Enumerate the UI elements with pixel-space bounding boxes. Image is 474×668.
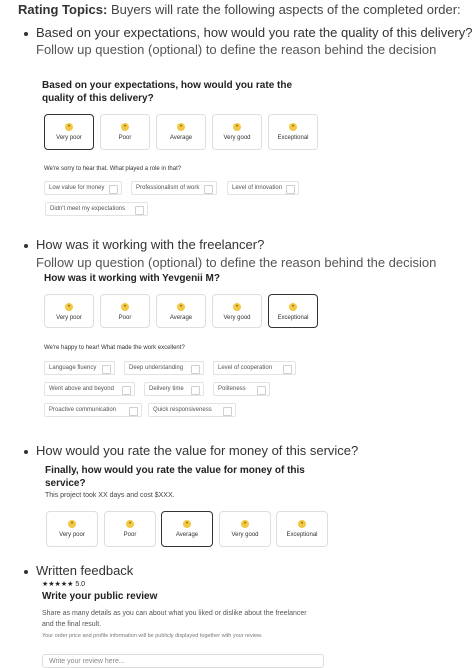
checkbox-icon	[191, 386, 200, 395]
option-label: Poor	[118, 315, 132, 321]
chip-low-value[interactable]	[44, 181, 122, 195]
chip-label: Went above and beyond	[49, 386, 114, 392]
value-subtext: This project took XX days and cost $XXX.	[45, 492, 175, 499]
checkbox-icon	[191, 365, 200, 374]
chip-delivery-time[interactable]	[144, 382, 204, 396]
option-label: Poor	[118, 135, 132, 141]
checkbox-icon	[286, 185, 295, 194]
option-label: Average	[169, 315, 193, 321]
option-label: Exceptional	[277, 135, 309, 141]
quality-option-poor[interactable]	[100, 114, 150, 150]
sad-face-icon: •	[68, 520, 76, 528]
checkbox-icon	[257, 386, 266, 395]
option-label: Very good	[231, 532, 259, 538]
chip-language-fluency[interactable]	[44, 361, 115, 375]
bullet-dot	[24, 450, 28, 454]
option-label: Very good	[223, 315, 251, 321]
value-question-line1: Finally, how would you rate the value for money of this	[45, 465, 305, 476]
option-label: Average	[169, 135, 193, 141]
chip-label: Didn't meet my expectations	[50, 206, 126, 212]
chip-deep-understanding[interactable]	[124, 361, 204, 375]
chip-label: Deep understanding	[129, 365, 184, 371]
smile-face-icon: •	[233, 303, 241, 311]
bullet-quality-text: Based on your expectations, how would you rate the quality of this delivery?	[36, 25, 473, 40]
working-option-poor[interactable]	[100, 294, 150, 328]
quality-option-very-poor[interactable]	[44, 114, 94, 150]
option-label: Very good	[223, 135, 251, 141]
bullet-written-feedback	[24, 563, 133, 578]
value-option-average[interactable]	[161, 511, 213, 547]
working-option-very-good[interactable]	[212, 294, 262, 328]
option-label: Very poor	[56, 135, 82, 141]
unhappy-face-icon: •	[121, 303, 129, 311]
rating-topics-intro	[18, 2, 461, 17]
chip-label: Low value for money	[49, 185, 105, 191]
working-option-exceptional[interactable]	[268, 294, 318, 328]
option-label: Poor	[123, 532, 137, 538]
bullet-dot	[24, 244, 28, 248]
option-label: Average	[175, 532, 199, 538]
bullet-working-text: How was it working with the freelancer?	[36, 237, 265, 252]
star-eyes-face-icon: •	[289, 123, 297, 131]
chip-label: Politeness	[218, 386, 246, 392]
checkbox-icon	[204, 185, 213, 194]
working-question-title: How was it working with Yevgenii M?	[44, 273, 220, 284]
chip-didnt-meet[interactable]	[45, 202, 148, 216]
unhappy-face-icon: •	[121, 123, 129, 131]
chip-label: Delivery time	[149, 386, 184, 392]
value-question-line2: service?	[45, 478, 86, 489]
checkbox-icon	[283, 365, 292, 374]
working-option-average[interactable]	[156, 294, 206, 328]
quality-option-exceptional[interactable]	[268, 114, 318, 150]
bullet-working	[24, 237, 264, 252]
value-option-exceptional[interactable]	[276, 511, 328, 547]
followup-note-2: Follow up question (optional) to define the reason behind the decision	[36, 255, 437, 270]
chip-label: Level of cooperation	[218, 365, 273, 371]
chip-label: Level of innovation	[232, 185, 283, 191]
working-option-very-poor[interactable]	[44, 294, 94, 328]
value-option-very-good[interactable]	[219, 511, 271, 547]
star-eyes-face-icon: •	[298, 520, 306, 528]
chip-label: Proactive communication	[49, 407, 117, 413]
chip-label: Language fluency	[49, 365, 97, 371]
checkbox-icon	[223, 407, 232, 416]
checkbox-icon	[135, 206, 144, 215]
bullet-written-feedback-text: Written feedback	[36, 563, 134, 578]
value-question-title	[45, 464, 305, 490]
checkbox-icon	[122, 386, 131, 395]
review-privacy-note: Your order price and profile information will be publicly displayed together with your review.	[42, 633, 263, 639]
checkbox-icon	[109, 185, 118, 194]
chip-label: Professionalism of work	[136, 185, 200, 191]
chip-proactive-communication[interactable]	[44, 403, 142, 417]
bullet-dot	[24, 570, 28, 574]
chip-quick-responsiveness[interactable]	[148, 403, 236, 417]
unhappy-face-icon: •	[126, 520, 134, 528]
quality-question-line2: quality of this delivery?	[42, 93, 154, 104]
review-title: Write your public review	[42, 591, 158, 602]
bullet-value-text: How would you rate the value for money of this service?	[36, 443, 359, 458]
review-description-line2: and the final result.	[42, 621, 102, 628]
bullet-dot	[24, 32, 28, 36]
option-label: Exceptional	[277, 315, 309, 321]
neutral-face-icon: •	[183, 520, 191, 528]
star-rating-display: ★★★★★ 5.0	[42, 581, 86, 588]
value-option-poor[interactable]	[104, 511, 156, 547]
chip-above-beyond[interactable]	[44, 382, 135, 396]
option-label: Exceptional	[286, 532, 318, 538]
quality-option-average[interactable]	[156, 114, 206, 150]
sad-face-icon: •	[65, 123, 73, 131]
option-label: Very poor	[59, 532, 85, 538]
neutral-face-icon: •	[177, 303, 185, 311]
quality-question-title	[42, 79, 292, 105]
rating-topics-label: Rating Topics:	[18, 2, 108, 17]
chip-professionalism[interactable]	[131, 181, 217, 195]
bullet-value	[24, 443, 358, 458]
chip-label: Quick responsiveness	[153, 407, 212, 413]
checkbox-icon	[102, 365, 111, 374]
review-description-line1: Share as many details as you can about what you liked or dislike about the freelancer	[42, 610, 307, 617]
followup-note-1: Follow up question (optional) to define the reason behind the decision	[36, 42, 437, 57]
chip-level-cooperation[interactable]	[213, 361, 296, 375]
rating-topics-text: Buyers will rate the following aspects of the completed order:	[110, 2, 461, 17]
smile-face-icon: •	[233, 123, 241, 131]
quality-followup-question: We're sorry to hear that. What played a role in that?	[44, 166, 182, 172]
quality-option-very-good[interactable]	[212, 114, 262, 150]
checkbox-icon	[129, 407, 138, 416]
option-label: Very poor	[56, 315, 82, 321]
quality-question-line1: Based on your expectations, how would you rate the	[42, 80, 293, 91]
neutral-face-icon: •	[177, 123, 185, 131]
sad-face-icon: •	[65, 303, 73, 311]
review-description	[42, 608, 307, 630]
bullet-quality	[24, 25, 472, 40]
smile-face-icon: •	[241, 520, 249, 528]
star-eyes-face-icon: •	[289, 303, 297, 311]
chip-innovation[interactable]	[227, 181, 299, 195]
working-followup-question: We're happy to hear! What made the work excellent?	[44, 345, 185, 351]
review-textarea[interactable]: Write your review here...	[42, 654, 324, 668]
value-option-very-poor[interactable]	[46, 511, 98, 547]
chip-politeness[interactable]	[213, 382, 270, 396]
